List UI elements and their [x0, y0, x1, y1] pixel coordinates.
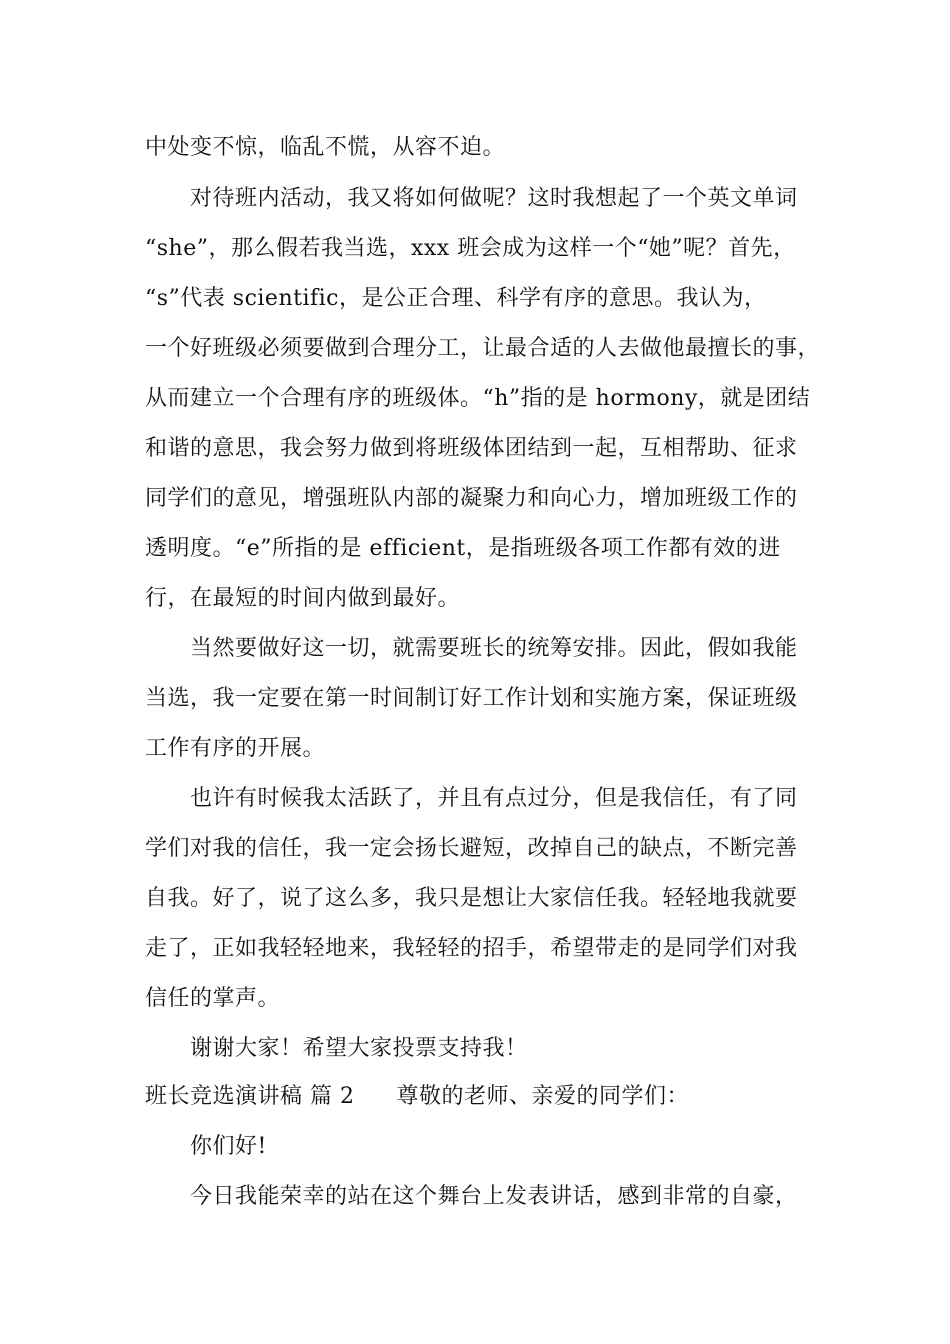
text-line: 当选，我一定要在第一时间制订好工作计划和实施方案，保证班级 — [145, 686, 798, 711]
text-line: 信任的掌声。 — [145, 986, 281, 1011]
paragraph-start-line: 也许有时候我太活跃了，并且有点过分，但是我信任，有了同 — [190, 786, 798, 811]
text-line: 中处变不惊，临乱不慌，从容不迫。 — [145, 135, 506, 160]
text-line: 一个好班级必须要做到合理分工，让最合适的人去做他最擅长的事， — [145, 336, 821, 361]
text-line: 和谐的意思，我会努力做到将班级体团结到一起，互相帮助、征求 — [145, 436, 798, 461]
text-line: 自我。好了，说了这么多，我只是想让大家信任我。轻轻地我就要 — [145, 886, 798, 911]
text-line: 透明度。“e”所指的是 efficient，是指班级各项工作都有效的进 — [145, 536, 781, 561]
greeting-line: 你们好! — [190, 1134, 267, 1159]
salutation: 尊敬的老师、亲爱的同学们： — [396, 1084, 689, 1109]
section-heading-line — [145, 1082, 835, 1112]
text-line: 行，在最短的时间内做到最好。 — [145, 586, 461, 611]
text-line: 学们对我的信任，我一定会扬长避短，改掉自己的缺点，不断完善 — [145, 836, 798, 861]
paragraph-start-line: 今日我能荣幸的站在这个舞台上发表讲话，感到非常的自豪， — [190, 1184, 798, 1209]
text-line: “she”，那么假若我当选，xxx 班会成为这样一个“她”呢？首先， — [145, 236, 796, 261]
text-line: 工作有序的开展。 — [145, 736, 326, 761]
text-line: 从而建立一个合理有序的班级体。“h”指的是 hormony，就是团结 — [145, 386, 811, 411]
text-line: “s”代表 scientific，是公正合理、科学有序的意思。我认为， — [145, 286, 767, 311]
text-line: 同学们的意见，增强班队内部的凝聚力和向心力，增加班级工作的 — [145, 486, 798, 511]
paragraph-start-line: 当然要做好这一切，就需要班长的统筹安排。因此，假如我能 — [190, 636, 798, 661]
paragraph-start-line: 谢谢大家！希望大家投票支持我！ — [190, 1036, 528, 1061]
section-title: 班长竞选演讲稿 篇 2 — [145, 1084, 355, 1109]
text-line: 走了，正如我轻轻地来，我轻轻的招手，希望带走的是同学们对我 — [145, 936, 798, 961]
paragraph-start-line: 对待班内活动，我又将如何做呢？这时我想起了一个英文单词 — [190, 186, 798, 211]
